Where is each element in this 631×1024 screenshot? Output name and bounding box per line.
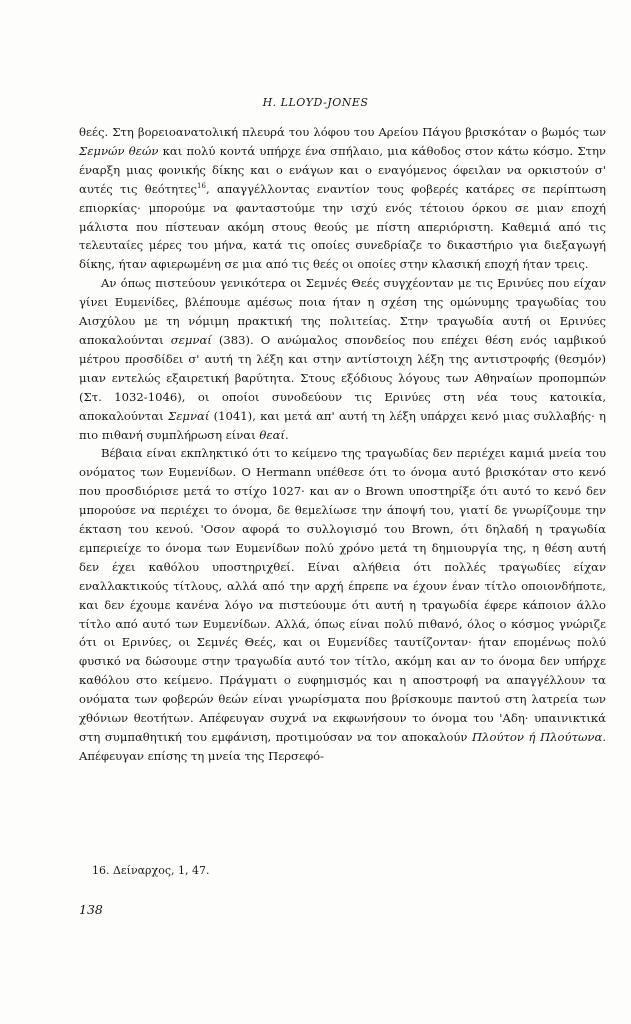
text-run: (1041), και μετά απ' αυτή τη λέξη υπάρχει κενό μιας συλλαβής· η πιο πιθανή συμπλήρωση είναι xyxy=(79,408,607,442)
text-run: (383). Ο ανώμαλος σπονδείος που επέχει θέση ενός ιαμβικού μέτρου προσδίδει σ' αυτή τη λέξη και στην αντίστοιχη λέξη της αντιστροφής (θεσμόν) μιαν εντελώς εξαιρετική βαρύτητα. Στους εξόδιους λόγους των Αθηναίων προπομπών (Στ. 1032-1046), οι οποίοι συνοδεύουν τις Ερινύες στη νέα τους κατοικία, αποκαλούνται xyxy=(79,332,607,423)
italic-term: Σεμναί xyxy=(168,408,210,423)
text-run: και πολύ κοντά υπήρχε ένα σπήλαιο, μια κάθοδος στον κάτω κόσμο. Στην έναρξη μιας φονικής δίκης και ο ενάγων και ο εναγόμενος όφειλαν να ορκιστούν σ' αυτές τις θεότητες xyxy=(79,143,606,196)
page-number: 138 xyxy=(79,902,103,917)
paragraph-3 xyxy=(79,444,606,765)
italic-term: Πλούτον ή Πλούτωνα xyxy=(472,730,603,744)
text-run: , απαγγέλλοντας εναντίον τους φοβερές κατάρες σε περίπτωση επιορκίας· μπορούμε να φανταστούμε την ισχύ ενός τέτοιου όρκου σε μιαν εποχή μάλιστα που πίστευαν ακόμη στους θεούς με πίστη απεριόριστη. Καθεμιά από τις τελευταίες μέρες του μήνα, κατά τις οποίες συνεδρίαζε το δικαστήριο για διεξαγωγή δίκης, ήταν αφιερωμένη σε μια από τις θεές οι οποίες στην κλασική εποχή ήταν τρεις. xyxy=(79,181,606,272)
italic-term: θεαί xyxy=(259,427,285,442)
text-run: Βέβαια είναι εκπληκτικό ότι το κείμενο της τραγωδίας δεν περιέχει καμιά μνεία του ονόματος των Ευμενίδων. Ο Hermann υπέθεσε ότι το όνομα αυτό βρισκόταν στο κενό που προσδιόρισε μετά το στίχο 1027· και αν ο Brown υποστηρίξε ότι αυτό το κενό δεν μπορούσε να περιέχει το όνομα, δε θεμελίωσε την άποψή του, γιατί δε γνωρίζουμε την έκταση του κενού. 'Οσον αφορά το συλλογισμό του Brown, ότι δηλαδή η τραγωδία εμπεριείχε το όνομα των Ευμενίδων πολύ χρόνο μετά τη δημιουργία της, η θέση αυτή δεν έχει καθόλου υποστηριχθεί. Είναι αλήθεια ότι πολλές τραγωδίες είχαν εναλλακτικούς τίτλους, αλλά από την αρχή έπρεπε να έχουν έναν τίτλο οποιονδήποτε, και δεν έχουμε κανένα λόγο να πιστεύουμε ότι αυτή η τραγωδία έφερε κάποιον άλλο τίτλο από αυτό των Ευμενίδων. Αλλά, όπως είναι πολύ πιθανό, όλος ο κόσμος γνώριζε ότι οι Ερινύες, οι Σεμνές Θεές, και οι Ευμενίδες ταυτίζονταν· ήταν επομένως πολύ φυσικό να δώσουμε στην τραγωδία αυτό τον τίτλο, ακόμη και αν το όνομα δεν υπήρχε καθόλου στο κείμενο. Πράγματι ο ευφημισμός και η αποστροφή να απαγγέλλουν τα ονόματα των φοβερών θεών είναι γνωρίσματα που βρίσκουμε παντού στη λατρεία των χθόνιων θεοτήτων. Απέφευγαν συχνά να εκφωνήσουν το όνομα του 'Αδη· υπαινικτικά στη συμπαθητική του εμφάνιση, προτιμούσαν να τον αποκαλούν xyxy=(79,446,606,744)
text-run: θεές. Στη βορειοανατολική πλευρά του λόφου του Αρείου Πάγου βρισκόταν ο βωμός των xyxy=(79,125,606,139)
text-run: . Απέφευγαν επίσης τη μνεία της Περσεφό- xyxy=(79,730,606,763)
text-run: Αν όπως πιστεύουν γενικότερα οι Σεμνές Θεές συγχέονταν με τις Ερινύες που είχαν γίνει Ευμενίδες, βλέπουμε αμέσως ποια ήταν η σχέση της ομώνυμης τραγωδίας του Αισχύλου με τη νόμιμη πρακτική της πολιτείας. Στην τραγωδία αυτή οι Ερινύες αποκαλούνται xyxy=(79,276,606,347)
body-text xyxy=(79,123,606,766)
text-run: . xyxy=(284,427,289,442)
footnote-ref: 16 xyxy=(197,181,206,190)
paragraph-1 xyxy=(79,123,606,274)
running-head: H. LLOYD-JONES xyxy=(262,96,369,109)
paragraph-2 xyxy=(79,274,606,444)
italic-term: Σεμνών θεών xyxy=(79,143,159,158)
italic-term: σεμναί xyxy=(170,332,212,347)
footnote-16: 16. Δείναρχος, 1, 47. xyxy=(92,864,210,877)
